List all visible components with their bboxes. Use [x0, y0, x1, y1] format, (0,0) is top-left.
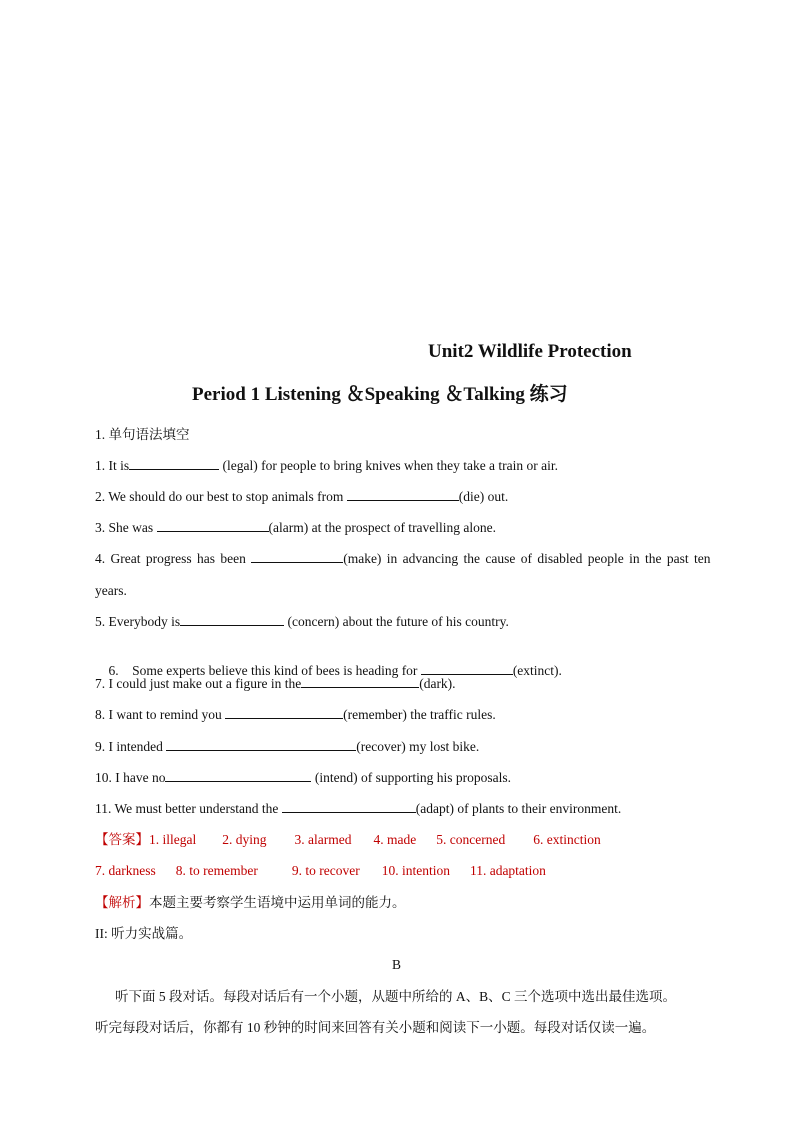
answer-blank — [225, 706, 343, 719]
question-6: 6. Some experts believe this kind of bees is heading for (extinct). — [108, 663, 562, 678]
answer-blank — [347, 488, 459, 501]
answer-blank — [301, 675, 419, 688]
question-4-continuation: years. — [95, 583, 127, 598]
answers-line-1: 【答案】1. illegal 2. dying 3. alarmed 4. made 5. concerned 6. extinction — [95, 832, 601, 847]
answer-blank — [282, 800, 416, 813]
question-1: 1. It is (legal) for people to bring knives when they take a train or air. — [95, 458, 559, 473]
section2-heading: II: 听力实战篇。 — [95, 926, 193, 941]
analysis-label: 【解析】 — [95, 895, 149, 910]
answers-line-2: 7. darkness 8. to remember 9. to recover 10. intention 11. adaptation — [95, 863, 546, 878]
answer-blank — [251, 550, 343, 563]
answer-blank — [166, 738, 356, 751]
answer-blank — [421, 662, 513, 675]
instructions-line-2: 听完每段对话后，你都有 10 秒钟的时间来回答有关小题和阅读下一小题。每段对话仅读一遍。 — [95, 1020, 656, 1035]
question-2: 2. We should do our best to stop animals from (die) out. — [95, 489, 509, 504]
answer-blank — [129, 457, 219, 470]
question-11: 11. We must better understand the (adapt) of plants to their environment. — [95, 801, 622, 816]
answer-label: 【答案】 — [95, 832, 149, 847]
question-4: 4. Great progress has been (make) in advancing the cause of disabled people in the past ten — [95, 551, 711, 566]
answer-blank — [157, 519, 269, 532]
section1-heading: 1. 单句语法填空 — [95, 427, 190, 442]
analysis-line: 【解析】本题主要考察学生语境中运用单词的能力。 — [95, 895, 406, 910]
part-label: B — [391, 957, 401, 972]
period-title: Period 1 Listening ＆Speaking ＆Talking 练习 — [192, 384, 568, 405]
question-8: 8. I want to remind you (remember) the traffic rules. — [95, 707, 496, 722]
answer-blank — [180, 613, 284, 626]
question-5: 5. Everybody is (concern) about the future of his country. — [95, 614, 509, 629]
question-10: 10. I have no (intend) of supporting his proposals. — [95, 770, 511, 785]
instructions-line-1: 听下面 5 段对话。每段对话后有一个小题，从题中所给的 A、B、C 三个选项中选出最佳选项。 — [115, 989, 677, 1004]
question-7: 7. I could just make out a figure in the (dark). — [95, 676, 456, 691]
answer-blank — [165, 769, 311, 782]
question-3: 3. She was (alarm) at the prospect of travelling alone. — [95, 520, 497, 535]
question-9: 9. I intended (recover) my lost bike. — [95, 739, 480, 754]
unit-title: Unit2 Wildlife Protection — [428, 341, 632, 362]
